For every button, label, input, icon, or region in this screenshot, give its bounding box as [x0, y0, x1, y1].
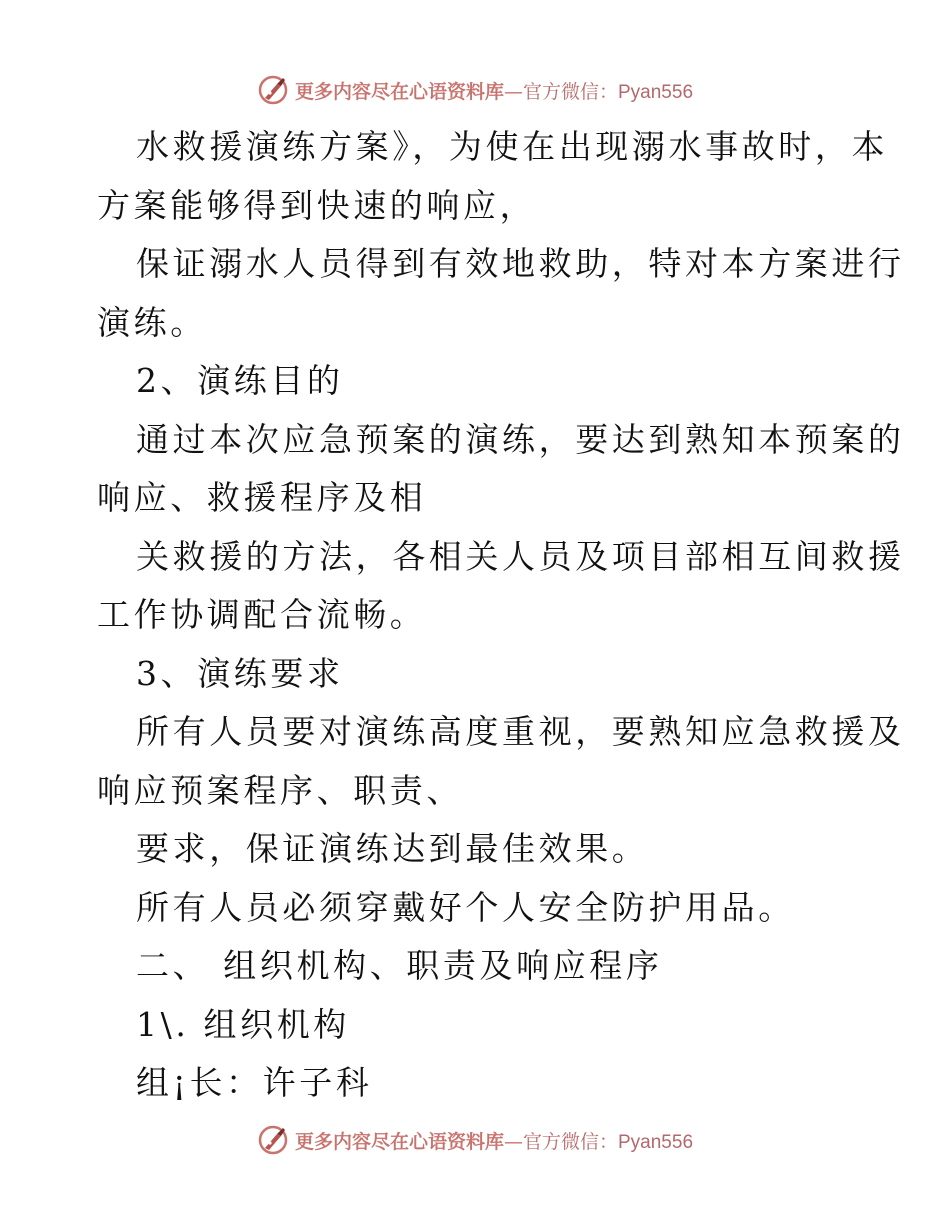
section-heading: 2、演练目的	[136, 361, 344, 400]
document-body	[97, 118, 905, 1113]
paragraph-line: 保证溺水人员得到有效地救助，特对本方案进行	[136, 244, 905, 283]
paragraph-line: 水救援演练方案》，为使在出现溺水事故时，本	[136, 127, 889, 166]
paragraph-line: 要求，保证演练达到最佳效果。	[136, 829, 649, 868]
paragraph-line: 通过本次应急预案的演练，要达到熟知本预案的	[136, 419, 905, 459]
banner-wechat-label: 官方微信：	[522, 80, 618, 103]
banner-text	[295, 1127, 693, 1154]
banner-separator: —	[503, 1130, 523, 1153]
banner-wechat-id: Pyan556	[618, 81, 694, 103]
banner-title: 更多内容尽在心语资料库	[294, 80, 504, 103]
banner-separator: —	[503, 80, 523, 103]
section-heading: 二、 组织机构、职责及响应程序	[136, 946, 663, 985]
paragraph-line: 演练。	[97, 302, 207, 342]
paragraph-line: 工作协调配合流畅。	[97, 595, 427, 634]
banner-text	[295, 77, 693, 104]
paragraph-line: 响应、救援程序及相	[97, 478, 427, 517]
banner-wechat-label: 官方微信：	[522, 1130, 618, 1153]
paragraph-line: 所有人员必须穿戴好个人安全防护用品。	[136, 887, 795, 927]
banner-wechat-id: Pyan556	[618, 1131, 694, 1153]
paragraph-line: 所有人员要对演练高度重视，要熟知应急救援及	[136, 712, 905, 751]
section-heading: 3、演练要求	[136, 653, 344, 693]
paragraph-line: 方案能够得到快速的响应，	[97, 185, 537, 225]
pen-logo-icon	[257, 74, 289, 106]
header-banner	[0, 72, 950, 108]
footer-banner	[0, 1122, 950, 1158]
pen-logo-icon	[257, 1124, 289, 1156]
paragraph-line: 关救援的方法，各相关人员及项目部相互间救援	[136, 536, 905, 576]
paragraph-line: 响应预案程序、职责、	[97, 770, 463, 810]
banner-title: 更多内容尽在心语资料库	[294, 1130, 504, 1153]
subsection-heading: 1\. 组织机构	[136, 1004, 350, 1044]
paragraph-line: 组¡长：许子科	[136, 1063, 373, 1102]
